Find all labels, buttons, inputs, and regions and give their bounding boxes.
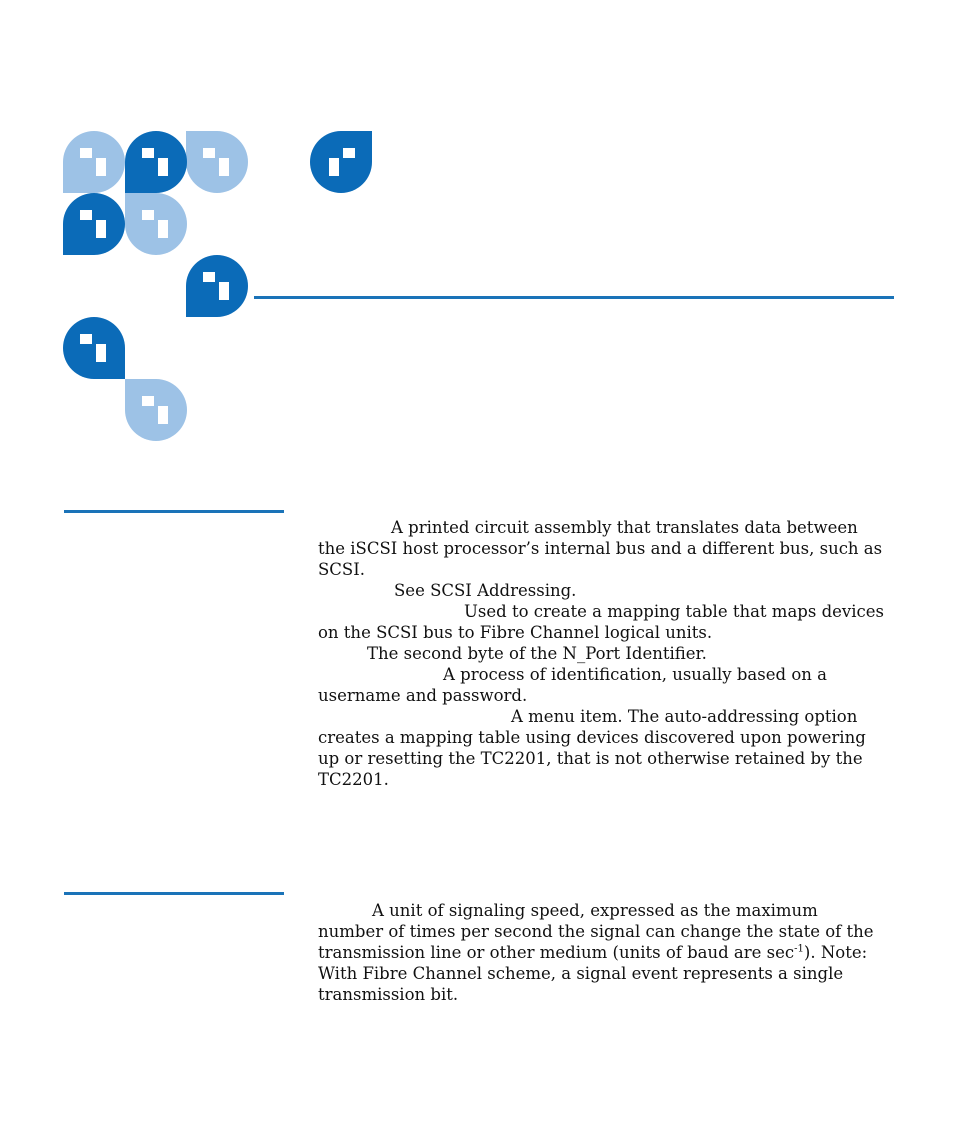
logo-glyph-dark-1 xyxy=(125,131,187,193)
logo-glyph-light-1 xyxy=(63,131,125,193)
glossary-entry-adapter: A printed circuit assembly that translates data between the iSCSI host processor’s internal bus and a different bus, such as SCSI. xyxy=(318,518,883,579)
section-a-entries xyxy=(318,517,888,790)
baud-text-after: ). Note: With Fibre Channel scheme, a signal event represents a single transmission bit. xyxy=(318,943,868,1004)
section-b-entries xyxy=(318,900,888,1005)
logo-glyph-light-2 xyxy=(186,131,248,193)
logo-glyph-dark-3 xyxy=(186,255,248,317)
baud-text-before: A unit of signaling speed, expressed as the maximum number of times per second the signal can change the state of the transmission line or other medium (units of baud are sec xyxy=(318,901,874,962)
section-a-rule xyxy=(64,510,284,513)
logo-glyph-dark-2 xyxy=(63,193,125,255)
glossary-entry-address-mapping: Used to create a mapping table that maps devices on the SCSI bus to Fibre Channel logical units. xyxy=(318,602,884,642)
logo-glyph-light-3 xyxy=(125,193,187,255)
logo-glyph-light-4 xyxy=(125,379,187,441)
glossary-entry-area: The second byte of the N_Port Identifier. xyxy=(367,644,707,663)
chapter-logo-art xyxy=(0,0,420,450)
chapter-header-rule xyxy=(254,296,894,299)
glossary-entry-address: See SCSI Addressing. xyxy=(394,581,577,600)
glossary-entry-auto-assigned-mapping: A menu item. The auto-addressing option creates a mapping table using devices discovered upon powering up or resetting the TC2201, that is not otherwise retained by the TC2201. xyxy=(318,707,866,789)
baud-superscript: -1 xyxy=(794,943,804,955)
logo-glyph-dark-5 xyxy=(310,131,372,193)
glossary-entry-baud xyxy=(318,900,888,1005)
section-b-rule xyxy=(64,892,284,895)
glossary-entry-authentication: A process of identification, usually based on a username and password. xyxy=(318,665,827,705)
logo-glyph-dark-4 xyxy=(63,317,125,379)
